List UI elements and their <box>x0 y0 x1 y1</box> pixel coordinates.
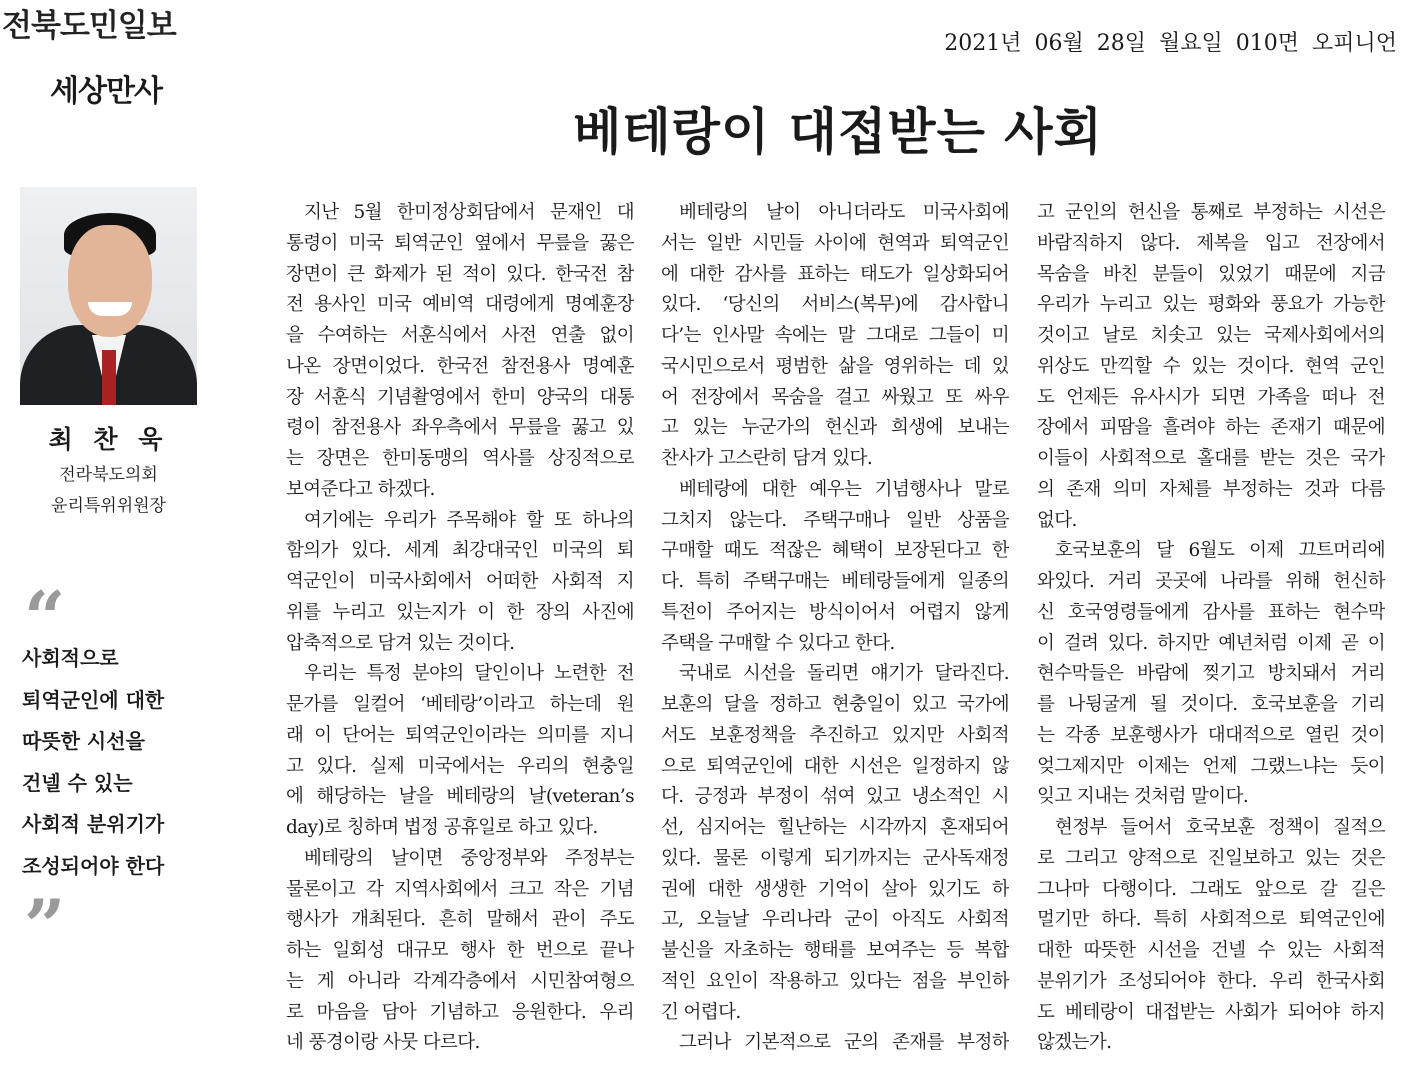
article-text-line: 찬사가 고스란히 담겨 있다. <box>661 448 873 469</box>
article-text-line: 함의가 있다. 세계 최강대국인 미국의 퇴 <box>286 540 634 562</box>
pull-quote-line: 조성되어야 한다 <box>22 853 165 878</box>
article-text-line: 분위기가 조성되어야 한다. 우리 한국사회 <box>1037 970 1385 992</box>
author-organization: 전라북도의회 <box>59 465 158 485</box>
article-text-line: 하는 일회성 대규모 행사 한 번으로 끝나 <box>286 940 634 961</box>
article-text-line: 베테랑의 날이 아니더라도 미국사회에 <box>679 202 1009 223</box>
article-text-line: 베테랑의 날이면 중앙정부와 주정부는 <box>304 847 634 869</box>
article-column-3 <box>1037 198 1385 1059</box>
open-quote-icon: “ <box>24 575 66 660</box>
article-text-line: 고, 오늘날 우리나라 군이 아직도 사회적 <box>661 909 1009 931</box>
pull-quote <box>22 638 164 887</box>
pull-quote-line: 따뜻한 시선을 <box>22 729 145 753</box>
article-text-line: 다. 긍정과 부정이 섞여 있고 냉소적인 시 <box>661 786 1009 808</box>
article-text-line: 로 마음을 담아 기념하고 응원한다. 우리 <box>286 1001 634 1023</box>
newspaper-logo: 전북도민일보 <box>2 8 176 44</box>
article-text-line: 와있다. 거리 곳곳에 나라를 위해 헌신하 <box>1037 571 1385 592</box>
article-text-line: 도 베테랑이 대접받는 사회가 되어야 하지 <box>1037 1001 1385 1023</box>
article-text-line: 지난 5월 한미정상회담에서 문재인 대 <box>304 202 634 223</box>
article-text-line: 에 대한 감사를 표하는 태도가 일상화되어 <box>661 263 1009 285</box>
article-text-line: 으로 퇴역군인에 대한 시선은 일정하지 않 <box>661 755 1009 777</box>
pull-quote-line: 퇴역군인에 대한 <box>22 687 165 712</box>
article-text-line: 권에 대한 생생한 기억이 살아 있기도 하 <box>661 878 1009 900</box>
article-text-line: 있다. 물론 이렇게 되기까지는 군사독재정 <box>661 847 1009 869</box>
article-text-line: 보여준다고 하겠다. <box>286 478 435 500</box>
author-photo <box>20 187 197 405</box>
article-text-line: 는 각종 보훈행사가 대대적으로 열린 것이 <box>1037 724 1385 746</box>
article-text-line: 있다. ‘당신의 서비스(복무)에 감사합니 <box>661 294 1009 316</box>
article-text-line: 선, 심지어는 힐난하는 시각까지 혼재되어 <box>661 817 1009 838</box>
article-text-line: 현수막들은 바람에 찢기고 방치돼서 거리 <box>1037 663 1385 685</box>
article-text-line: 구매할 때도 적잖은 혜택이 보장된다고 한 <box>661 540 1009 562</box>
article-text-line: 래 이 단어는 퇴역군인이라는 의미를 지니 <box>286 724 634 746</box>
article-text-line: 목숨을 바친 분들이 있었기 때문에 지금 <box>1037 263 1385 285</box>
article-text-line: 로 그리고 양적으로 진일보하고 있는 것은 <box>1037 847 1385 869</box>
article-text-line: 현정부 들어서 호국보훈 정책이 질적으 <box>1055 817 1385 838</box>
article-text-line: 고 있다. 실제 미국에서는 우리의 현충일 <box>286 755 634 777</box>
article-text-line: 통령이 미국 퇴역군인 옆에서 무릎을 꿇은 <box>286 232 634 254</box>
article-text-line: 이들이 사회적으로 홀대를 받는 것은 국가 <box>1037 448 1385 469</box>
article-text-line: 고 군인의 헌신을 통째로 부정하는 시선은 <box>1037 202 1385 223</box>
article-text-line: 을 수여하는 서훈식에서 사전 연출 없이 <box>286 325 634 346</box>
article-text-line: 에 해당하는 날을 베테랑의 날(veteran’s <box>286 786 634 808</box>
article-text-line: 것이고 날로 치솟고 있는 국제사회에서의 <box>1037 325 1385 346</box>
article-text-line: 없다. <box>1037 509 1077 531</box>
pull-quote-line: 건넬 수 있는 <box>22 770 133 795</box>
article-text-line: 장면이 큰 화제가 된 적이 있다. 한국전 참 <box>286 263 634 285</box>
article-text-line: 장에서 피땀을 흘려야 하는 존재기 때문에 <box>1037 417 1385 439</box>
article-text-line: 긴 어렵다. <box>661 1001 741 1023</box>
article-title: 베테랑이 대접받는 사회 <box>573 103 1103 161</box>
article-text-line: 역군인이 미국사회에서 어떠한 사회적 지 <box>286 571 634 592</box>
article-text-line: 다. 특히 주택구매는 베테랑들에게 일종의 <box>661 571 1009 592</box>
article-text-line: 는 장면은 한미동맹의 역사를 상징적으로 <box>286 448 634 469</box>
close-quote-icon: ” <box>24 883 66 968</box>
article-text-line: 잊고 지내는 것처럼 말이다. <box>1037 786 1249 808</box>
article-text-line: 여기에는 우리가 주목해야 할 또 하나의 <box>304 509 634 531</box>
article-text-line: 보훈의 달을 정하고 현충일이 있고 국가에 <box>661 694 1009 715</box>
article-text-line: 호국보훈의 달 6월도 이제 끄트머리에 <box>1055 540 1385 562</box>
author-name: 최 찬 욱 <box>48 425 169 454</box>
column-section-title: 세상만사 <box>50 74 162 109</box>
article-text-line: 주택을 구매할 수 있다고 한다. <box>661 632 895 654</box>
article-text-line: 그러나 기본적으로 군의 존재를 부정하 <box>679 1032 1009 1054</box>
article-text-line: 를 나뒹굴게 될 것이다. 호국보훈을 기리 <box>1037 694 1385 715</box>
article-text-line: 불신을 자초하는 행태를 보여주는 등 복합 <box>661 940 1009 961</box>
article-text-line: 네 풍경이랑 사뭇 다르다. <box>286 1032 480 1054</box>
article-text-line: 령이 참전용사 좌우측에서 무릎을 꿇고 있 <box>286 417 634 439</box>
article-text-line: 우리는 특정 분야의 달인이나 노련한 전 <box>304 663 634 685</box>
article-text-line: 이 걸려 있다. 하지만 예년처럼 이제 곧 이 <box>1037 632 1385 654</box>
article-text-line: 다’는 인사말 속에는 말 그대로 그들이 미 <box>661 325 1009 346</box>
article-text-line: 압축적으로 담겨 있는 것이다. <box>286 632 515 654</box>
article-text-line: 고 있는 누군가의 헌신과 희생에 보내는 <box>661 417 1009 439</box>
article-text-line: 우리가 누리고 있는 평화와 풍요가 가능한 <box>1037 294 1385 316</box>
article-text-line: 위를 누리고 있는지가 이 한 장의 사진에 <box>286 601 634 623</box>
article-text-line: 행사가 개최된다. 흔히 말해서 관이 주도 <box>286 909 634 931</box>
article-text-line: 그치지 않는다. 주택구매나 일반 상품을 <box>661 509 1009 531</box>
article-text-line: 서는 일반 시민들 사이에 현역과 퇴역군인 <box>661 232 1009 254</box>
article-text-line: 나온 장면이었다. 한국전 참전용사 명예훈 <box>286 355 634 377</box>
article-text-line: 물론이고 각 지역사회에서 크고 작은 기념 <box>286 878 634 900</box>
article-column-2 <box>661 198 1009 1059</box>
article-text-line: 대한 따뜻한 시선을 건넬 수 있는 사회적 <box>1037 940 1385 961</box>
article-text-line: 바람직하지 않다. 제복을 입고 전장에서 <box>1037 232 1385 254</box>
article-text-line: 적인 요인이 작용하고 있다는 점을 부인하 <box>661 970 1009 992</box>
article-text-line: day)로 칭하며 법정 공휴일로 하고 있다. <box>286 817 598 838</box>
article-text-line: 베테랑에 대한 예우는 기념행사나 말로 <box>679 478 1009 500</box>
article-text-line: 국내로 시선을 돌리면 얘기가 달라진다. <box>679 663 1009 685</box>
article-text-line: 특전이 주어지는 방식이어서 어렵지 않게 <box>661 601 1009 623</box>
article-text-line: 엊그제지만 이제는 언제 그랬느냐는 듯이 <box>1037 755 1385 777</box>
article-text-line: 장 서훈식 기념촬영에서 한미 양국의 대통 <box>286 386 634 408</box>
pull-quote-line: 사회적으로 <box>22 646 119 670</box>
article-text-line: 신 호국영령들에게 감사를 표하는 현수막 <box>1037 601 1385 623</box>
author-role: 윤리특위위원장 <box>51 496 166 516</box>
article-text-line: 전 용사인 미국 예비역 대령에게 명예훈장 <box>286 294 634 316</box>
article-text-line: 는 게 아니라 각계각층에서 시민참여형으 <box>286 970 634 992</box>
article-text-line: 않겠는가. <box>1037 1032 1112 1054</box>
dateline: 2021년 06월 28일 월요일 010면 오피니언 <box>944 31 1397 56</box>
article-text-line: 국시민으로서 평범한 삶을 영위하는 데 있 <box>661 355 1009 377</box>
article-text-line: 서도 보훈정책을 추진하고 있지만 사회적 <box>661 724 1009 746</box>
article-text-line: 위상도 만끽할 수 있는 것이다. 현역 군인 <box>1037 355 1385 377</box>
article-text-line: 도 언제든 유사시가 되면 가족을 떠나 전 <box>1037 386 1385 408</box>
article-text-line: 그나마 다행이다. 그래도 앞으로 갈 길은 <box>1037 878 1385 900</box>
article-text-line: 멀기만 하다. 특히 사회적으로 퇴역군인에 <box>1037 909 1385 931</box>
article-text-line: 문가를 일컬어 ‘베테랑’이라고 하는데 원 <box>286 694 634 715</box>
pull-quote-line: 사회적 분위기가 <box>22 812 165 836</box>
article-text-line: 어 전장에서 목숨을 걸고 싸웠고 또 싸우 <box>661 386 1009 408</box>
article-column-1 <box>286 198 634 1059</box>
article-text-line: 의 존재 의미 자체를 부정하는 것과 다름 <box>1037 478 1385 500</box>
